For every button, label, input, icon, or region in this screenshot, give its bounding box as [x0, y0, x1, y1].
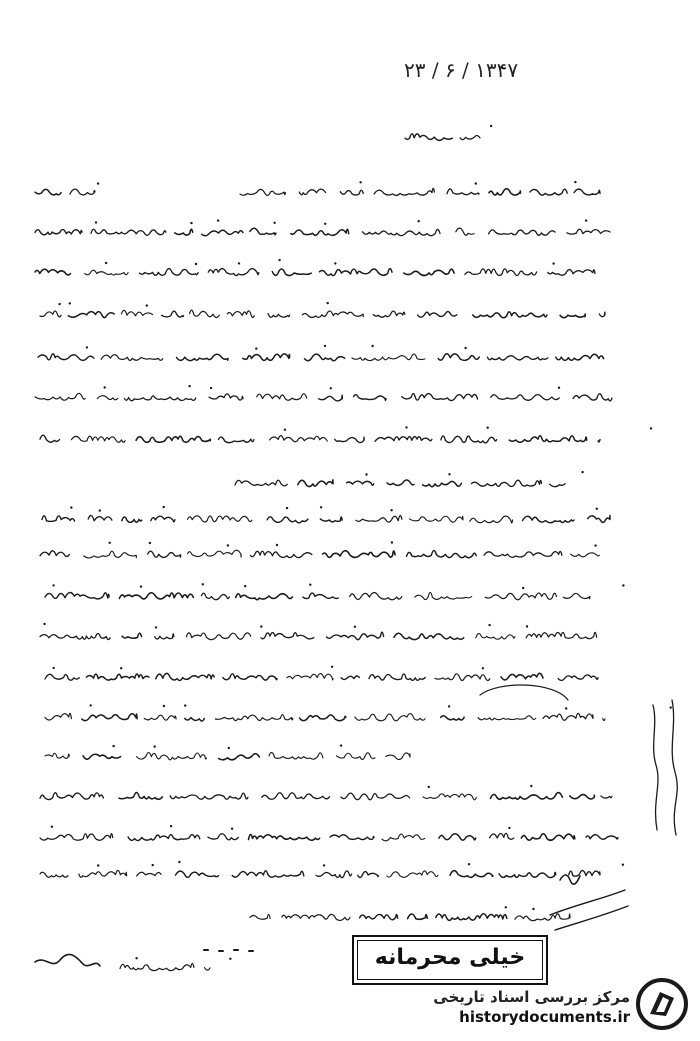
- handwriting-stroke: [405, 134, 452, 141]
- handwriting-dot: [330, 387, 332, 389]
- handwriting-dot: [276, 544, 278, 546]
- handwriting-dot: [69, 302, 71, 304]
- handwriting-dot: [190, 222, 192, 224]
- handwriting-stroke: [156, 673, 214, 680]
- handwriting-stroke: [262, 793, 330, 799]
- handwriting-stroke: [470, 516, 513, 523]
- handwriting-dot: [574, 181, 576, 183]
- handwriting-dot: [594, 544, 596, 546]
- handwriting-stroke: [404, 269, 454, 275]
- handwriting-stroke: [323, 551, 395, 558]
- handwriting-dot: [260, 625, 262, 627]
- handwriting-dot: [178, 861, 180, 863]
- handwriting-stroke: [40, 311, 61, 317]
- handwriting-stroke: [369, 674, 425, 680]
- handwriting-stroke: [190, 310, 220, 317]
- handwriting-stroke: [282, 914, 350, 920]
- handwriting-stroke: [415, 592, 472, 599]
- handwriting-stroke: [550, 484, 565, 487]
- handwriting-stroke: [243, 354, 290, 361]
- handwriting-dot: [532, 908, 534, 910]
- handwriting-stroke: [136, 436, 210, 442]
- handwriting-stroke: [465, 269, 537, 276]
- handwriting-stroke: [40, 793, 103, 800]
- handwriting-dot: [324, 223, 326, 225]
- handwriting-stroke: [571, 553, 600, 557]
- handwriting-stroke: [299, 189, 325, 195]
- handwriting-stroke: [40, 834, 113, 841]
- handwriting-stroke: [119, 593, 193, 599]
- handwriting-dot: [227, 544, 229, 546]
- handwriting-dot: [53, 667, 55, 669]
- handwriting-dot: [464, 347, 466, 349]
- handwriting-stroke: [598, 440, 600, 442]
- handwriting-stroke: [409, 516, 463, 522]
- handwriting-dot: [284, 429, 286, 431]
- handwriting-stroke: [438, 354, 479, 361]
- handwriting-stroke: [188, 516, 252, 522]
- handwriting-stroke: [303, 593, 339, 599]
- handwriting-stroke: [300, 715, 346, 721]
- handwriting-stroke: [71, 436, 125, 442]
- handwriting-dot: [508, 827, 510, 829]
- handwriting-stroke: [327, 632, 384, 639]
- handwriting-dot: [51, 826, 53, 828]
- handwriting-stroke: [137, 753, 207, 760]
- handwriting-dot: [530, 785, 532, 787]
- handwriting-stroke: [352, 354, 425, 361]
- handwriting-stroke: [560, 314, 585, 318]
- handwriting-dot: [418, 220, 420, 222]
- handwriting-stroke: [441, 716, 465, 720]
- margin-note-stroke: [653, 705, 658, 830]
- handwriting-stroke: [83, 754, 121, 759]
- handwriting-dot: [482, 667, 484, 669]
- handwriting-stroke: [491, 395, 559, 401]
- handwriting-stroke: [441, 436, 497, 443]
- handwriting-dot: [522, 587, 524, 589]
- handwriting-stroke: [490, 793, 562, 800]
- handwriting-stroke: [567, 229, 610, 234]
- handwriting-dot: [505, 906, 507, 908]
- handwriting-stroke: [218, 437, 254, 443]
- handwriting-dot: [155, 626, 157, 628]
- handwriting-dot: [565, 707, 567, 709]
- handwriting-stroke: [128, 835, 200, 841]
- handwriting-stroke: [35, 393, 85, 400]
- handwriting-stroke: [162, 311, 184, 317]
- handwriting-stroke: [450, 871, 493, 878]
- handwriting-stroke: [320, 517, 342, 522]
- handwriting-stroke: [35, 230, 82, 235]
- handwriting-dot: [188, 385, 190, 387]
- handwriting-stroke: [91, 229, 166, 235]
- handwriting-stroke: [235, 480, 287, 486]
- handwriting-dot: [670, 706, 672, 708]
- handwriting-dot: [354, 626, 356, 628]
- handwriting-stroke: [40, 435, 60, 442]
- handwriting-stroke: [563, 593, 590, 598]
- handwriting-dot: [324, 345, 326, 347]
- handwriting-dot: [309, 584, 311, 586]
- handwriting-stroke: [38, 354, 94, 360]
- handwriting-dot: [238, 262, 240, 264]
- handwriting-stroke: [478, 716, 536, 720]
- handwriting-stroke: [291, 229, 349, 235]
- handwriting-stroke: [240, 189, 285, 195]
- handwriting-stroke: [122, 517, 142, 522]
- handwriting-stroke: [320, 269, 393, 276]
- watermark-name: مرکز بررسی اسناد تاریخی: [433, 988, 630, 1006]
- handwriting-dot: [70, 506, 72, 508]
- handwriting-stroke: [530, 189, 567, 195]
- handwriting-stroke: [570, 795, 595, 799]
- handwriting-stroke: [501, 673, 543, 680]
- handwriting-stroke: [386, 753, 410, 760]
- handwriting-dot: [526, 625, 528, 627]
- handwriting-stroke: [375, 437, 432, 442]
- handwriting-stroke: [515, 914, 570, 921]
- document-date: ۱۳۴۷ / ۶ / ۲۳: [404, 58, 519, 82]
- handwriting-dot: [95, 221, 97, 223]
- handwriting-stroke: [97, 396, 118, 400]
- handwriting-stroke: [232, 871, 303, 878]
- handwriting-dot: [323, 864, 325, 866]
- handwriting-stroke: [460, 136, 480, 140]
- handwriting-dot: [320, 506, 322, 508]
- handwriting-stroke: [124, 396, 195, 401]
- handwriting-stroke: [356, 516, 402, 523]
- handwriting-stroke: [148, 551, 181, 557]
- archive-logo-icon: [634, 976, 690, 1032]
- handwriting-stroke: [155, 634, 174, 639]
- handwriting-stroke: [251, 551, 312, 557]
- handwriting-dot: [97, 182, 99, 184]
- handwriting-stroke: [35, 269, 71, 275]
- handwriting-stroke: [236, 594, 293, 600]
- handwriting-stroke: [350, 592, 402, 599]
- handwriting-stroke: [177, 354, 229, 360]
- handwriting-dot: [231, 828, 233, 830]
- handwriting-dot: [331, 666, 333, 668]
- handwriting-stroke: [447, 189, 479, 195]
- handwriting-dot: [622, 584, 624, 586]
- handwriting-stroke: [387, 480, 414, 485]
- handwriting-stroke: [140, 269, 199, 276]
- handwriting-stroke: [121, 310, 152, 316]
- handwriting-stroke: [316, 871, 352, 878]
- handwriting-stroke: [358, 872, 378, 878]
- stamp-text: خیلی محرمانه: [374, 945, 526, 970]
- handwriting-dot: [97, 864, 99, 866]
- handwriting-stroke: [40, 551, 69, 557]
- handwriting-stroke: [223, 674, 277, 680]
- handwriting-dot: [596, 508, 598, 510]
- handwriting-stroke: [476, 634, 515, 640]
- signature-annotation: [550, 890, 628, 930]
- handwriting-stroke: [394, 633, 464, 639]
- handwriting-dot: [43, 623, 45, 625]
- handwriting-dot: [490, 125, 492, 127]
- handwriting-stroke: [287, 674, 333, 680]
- handwriting-dot: [90, 704, 92, 706]
- handwriting-stroke: [499, 872, 556, 877]
- handwriting-stroke: [456, 228, 474, 235]
- handwriting-stroke: [363, 229, 441, 235]
- handwriting-stroke: [347, 481, 374, 485]
- handwriting-dot: [327, 302, 329, 304]
- handwriting-stroke: [574, 189, 600, 195]
- handwriting-stroke: [402, 394, 478, 401]
- handwriting-stroke: [45, 592, 109, 598]
- handwriting-stroke: [526, 632, 597, 638]
- handwriting-stroke: [436, 914, 507, 921]
- signature-scribble: [35, 954, 100, 966]
- handwriting-dot: [104, 386, 106, 388]
- handwriting-dot: [120, 667, 122, 669]
- handwriting-stroke: [341, 676, 359, 680]
- handwriting-stroke: [122, 633, 141, 638]
- handwriting-stroke: [569, 870, 600, 876]
- handwriting-stroke: [250, 914, 270, 919]
- handwriting-dot: [163, 506, 165, 508]
- handwriting-stroke: [489, 230, 555, 235]
- handwriting-dot: [210, 387, 212, 389]
- handwriting-dot: [585, 219, 587, 221]
- handwriting-dot: [468, 863, 470, 865]
- handwriting-stroke: [439, 834, 476, 840]
- handwriting-dot: [622, 864, 624, 866]
- handwriting-stroke: [208, 269, 258, 276]
- handwriting-stroke: [250, 228, 276, 235]
- handwriting-dot: [52, 584, 54, 586]
- handwriting-stroke: [85, 270, 128, 275]
- handwriting-stroke: [144, 715, 176, 720]
- handwriting-stroke: [202, 593, 230, 599]
- handwriting-dot: [340, 744, 342, 746]
- handwriting-dot: [487, 427, 489, 429]
- handwriting-dot: [163, 705, 165, 707]
- handwriting-dot: [371, 345, 373, 347]
- handwriting-stroke: [185, 718, 205, 722]
- handwriting-dot: [112, 745, 114, 747]
- handwriting-stroke: [423, 481, 462, 486]
- handwriting-stroke: [45, 674, 79, 680]
- handwriting-dot: [86, 346, 88, 348]
- handwriting-stroke: [387, 871, 438, 877]
- handwriting-stroke: [521, 834, 575, 840]
- handwriting-stroke: [373, 311, 405, 317]
- handwriting-stroke: [261, 633, 314, 639]
- handwriting-stroke: [484, 551, 562, 557]
- handwriting-dot: [140, 585, 142, 587]
- handwriting-dot: [146, 304, 148, 306]
- handwriting-dot: [255, 347, 257, 349]
- handwriting-dot: [488, 624, 490, 626]
- handwriting-dot: [581, 471, 583, 473]
- handwriting-stroke: [186, 633, 250, 640]
- handwriting-stroke: [215, 715, 293, 721]
- handwriting-stroke: [305, 354, 345, 361]
- handwriting-stroke: [601, 796, 612, 798]
- handwriting-stroke: [330, 835, 374, 840]
- handwriting-stroke: [490, 833, 514, 839]
- handwriting-stroke: [137, 872, 161, 876]
- handwriting-stroke: [471, 480, 541, 486]
- handwriting-dot: [170, 825, 172, 827]
- handwriting-stroke: [485, 593, 556, 600]
- handwriting-stroke: [355, 714, 425, 721]
- handwriting-stroke: [257, 394, 307, 401]
- handwriting-stroke: [170, 793, 248, 799]
- handwriting-stroke: [268, 314, 290, 318]
- margin-note-stroke: [672, 700, 677, 835]
- handwriting-stroke: [489, 189, 520, 195]
- handwriting-stroke: [407, 551, 477, 558]
- handwriting-stroke: [473, 312, 547, 318]
- handwriting-stroke: [88, 515, 112, 520]
- handwriting-stroke: [340, 190, 363, 195]
- handwriting-stroke: [588, 515, 610, 522]
- handwriting-dot: [405, 426, 407, 428]
- handwriting-dot: [99, 509, 101, 511]
- handwriting-stroke: [408, 914, 428, 919]
- handwriting-stroke: [70, 189, 95, 195]
- handwriting-stroke: [586, 835, 618, 840]
- handwriting-stroke: [249, 834, 320, 840]
- handwriting-dot: [650, 427, 652, 429]
- handwriting-dot: [154, 745, 156, 747]
- handwriting-stroke: [101, 355, 163, 361]
- handwriting-dot: [286, 507, 288, 509]
- handwriting-stroke: [208, 834, 238, 840]
- handwriting-stroke: [219, 754, 260, 760]
- handwriting-stroke: [335, 437, 364, 442]
- handwriting-stroke: [45, 713, 71, 720]
- handwriting-stroke: [84, 551, 136, 558]
- handwriting-dot: [202, 583, 204, 585]
- handwriting-dot: [217, 219, 219, 221]
- handwriting-dot: [448, 473, 450, 475]
- handwriting-stroke: [374, 188, 434, 195]
- handwriting-stroke: [42, 516, 75, 522]
- handwriting-stroke: [418, 312, 457, 318]
- handwriting-stroke: [319, 395, 343, 401]
- handwriting-stroke: [382, 834, 425, 841]
- watermark-url: historydocuments.ir: [459, 1008, 630, 1026]
- handwriting-stroke: [267, 517, 308, 523]
- handwriting-dot: [273, 222, 275, 224]
- handwriting-dot: [334, 262, 336, 264]
- handwriting-stroke: [523, 516, 575, 522]
- handwriting-stroke: [548, 270, 595, 276]
- handwriting-dot: [558, 387, 560, 389]
- handwriting-stroke: [86, 674, 148, 680]
- handwriting-dot: [229, 958, 231, 960]
- handwriting-stroke: [202, 230, 243, 236]
- handwriting-stroke: [227, 311, 254, 318]
- handwriting-stroke: [209, 394, 243, 400]
- margin-arc: [480, 685, 568, 700]
- handwriting-stroke: [487, 356, 548, 360]
- handwriting-stroke: [509, 436, 586, 443]
- handwriting-stroke: [543, 713, 593, 720]
- handwriting-dot: [184, 704, 186, 706]
- handwriting-dot: [359, 181, 361, 183]
- handwriting-stroke: [603, 718, 605, 720]
- handwriting-stroke: [270, 436, 328, 442]
- handwriting-stroke: [360, 914, 398, 919]
- handwriting-dot: [135, 957, 137, 959]
- handwriting-stroke: [45, 753, 69, 758]
- handwriting-stroke: [188, 550, 242, 557]
- handwriting-stroke: [302, 311, 363, 317]
- handwriting-dot: [195, 263, 197, 265]
- handwriting-stroke: [35, 189, 61, 195]
- handwriting-stroke: [119, 792, 162, 799]
- handwriting-stroke: [79, 870, 127, 877]
- handwriting-stroke: [175, 229, 193, 235]
- handwriting-stroke: [558, 675, 598, 680]
- handwriting-stroke: [298, 480, 333, 487]
- handwriting-dot: [428, 786, 430, 788]
- handwriting-dot: [109, 542, 111, 544]
- handwriting-dot: [552, 262, 554, 264]
- handwriting-dot: [448, 705, 450, 707]
- handwriting-stroke: [82, 714, 137, 721]
- handwriting-dot: [365, 473, 367, 475]
- handwriting-stroke: [337, 753, 376, 760]
- handwriting-stroke: [40, 633, 110, 639]
- handwriting-dot: [152, 864, 154, 866]
- handwriting-dot: [390, 509, 392, 511]
- classification-stamp: [352, 935, 548, 985]
- handwriting-dot: [391, 541, 393, 543]
- handwriting-dot: [105, 262, 107, 264]
- handwriting-stroke: [120, 964, 194, 971]
- handwriting-dot: [475, 182, 477, 184]
- handwriting-stroke: [599, 312, 605, 317]
- handwriting-stroke: [423, 794, 476, 800]
- handwriting-dot: [149, 542, 151, 544]
- handwriting-stroke: [151, 516, 175, 522]
- handwriting-stroke: [40, 872, 68, 877]
- handwriting-dot: [278, 259, 280, 261]
- dotted-line: [204, 950, 253, 951]
- handwriting-dot: [244, 585, 246, 587]
- handwriting-stroke: [176, 871, 219, 877]
- handwriting-stroke: [354, 395, 387, 401]
- handwriting-stroke: [341, 793, 410, 800]
- handwriting-stroke: [272, 269, 311, 275]
- handwriting-stroke: [269, 752, 323, 759]
- handwriting-stroke: [205, 968, 211, 971]
- handwriting-dot: [58, 303, 60, 305]
- handwriting-stroke: [68, 312, 114, 318]
- handwriting-stroke: [573, 394, 612, 401]
- handwriting-stroke: [435, 674, 490, 681]
- handwriting-dot: [228, 747, 230, 749]
- handwriting-stroke: [556, 354, 604, 360]
